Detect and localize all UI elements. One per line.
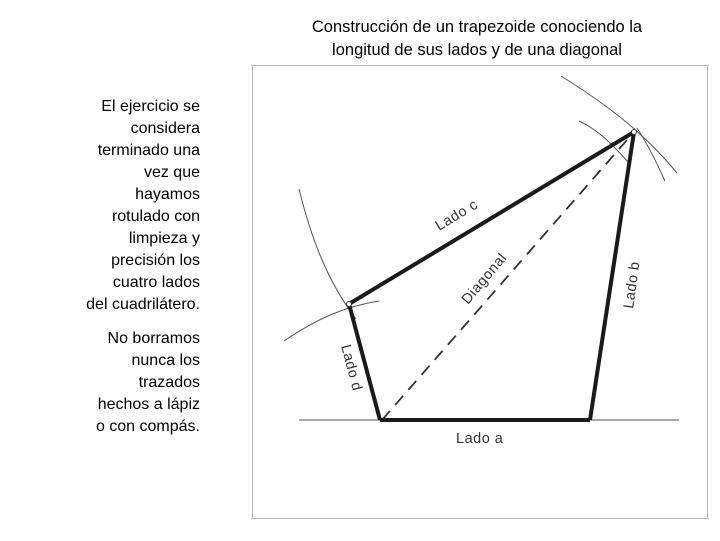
side-text-paragraph1-line: del cuadrilátero. [86,296,200,313]
side-text-paragraph1-line: El ejercicio se [101,98,200,115]
side-text-paragraph2-line: nunca los [131,352,200,369]
label-diagonal: Diagonal [458,250,511,308]
title-line-2: longitud de sus lados y de una diagonal [332,41,622,59]
label-side-b: Lado b [621,260,644,310]
side-text-paragraph2-line: hechos a lápiz [97,396,200,413]
label-side-d: Lado d [337,342,365,393]
compass-arc-c-lower [284,301,379,341]
side-text-paragraph1-line: considera [130,120,200,137]
trapezoid-construction-diagram [1,1,720,541]
side-text-paragraph2-line: trazados [138,374,200,391]
compass-arc-d-upper [299,189,356,319]
side-text-paragraph2-line: o con compás. [95,418,200,435]
compass-arc-b [561,76,677,173]
label-side-c: Lado c [432,196,481,235]
label-side-a: Lado a [456,431,504,447]
vertex-top-right [632,130,637,135]
title-line-1: Construcción de un trapezoide conociendo la [311,18,643,36]
side-text-paragraph1-line: vez que [143,164,200,181]
side-text-paragraph1-line: cuatro lados [112,274,200,291]
side-text-paragraph1-line: terminado una [97,142,200,159]
diagram-frame [252,65,708,519]
side-text-paragraph1-line: precisión los [111,252,200,269]
side-text-paragraph1-line: rotulado con [111,208,200,225]
side-text-paragraph1-line: hayamos [135,186,200,203]
side-text-paragraph1-line: limpieza y [128,230,200,247]
compass-arc-diagonal [579,121,629,163]
side-text-paragraph2-line: No borramos [107,330,200,347]
vertex-left [347,302,352,307]
